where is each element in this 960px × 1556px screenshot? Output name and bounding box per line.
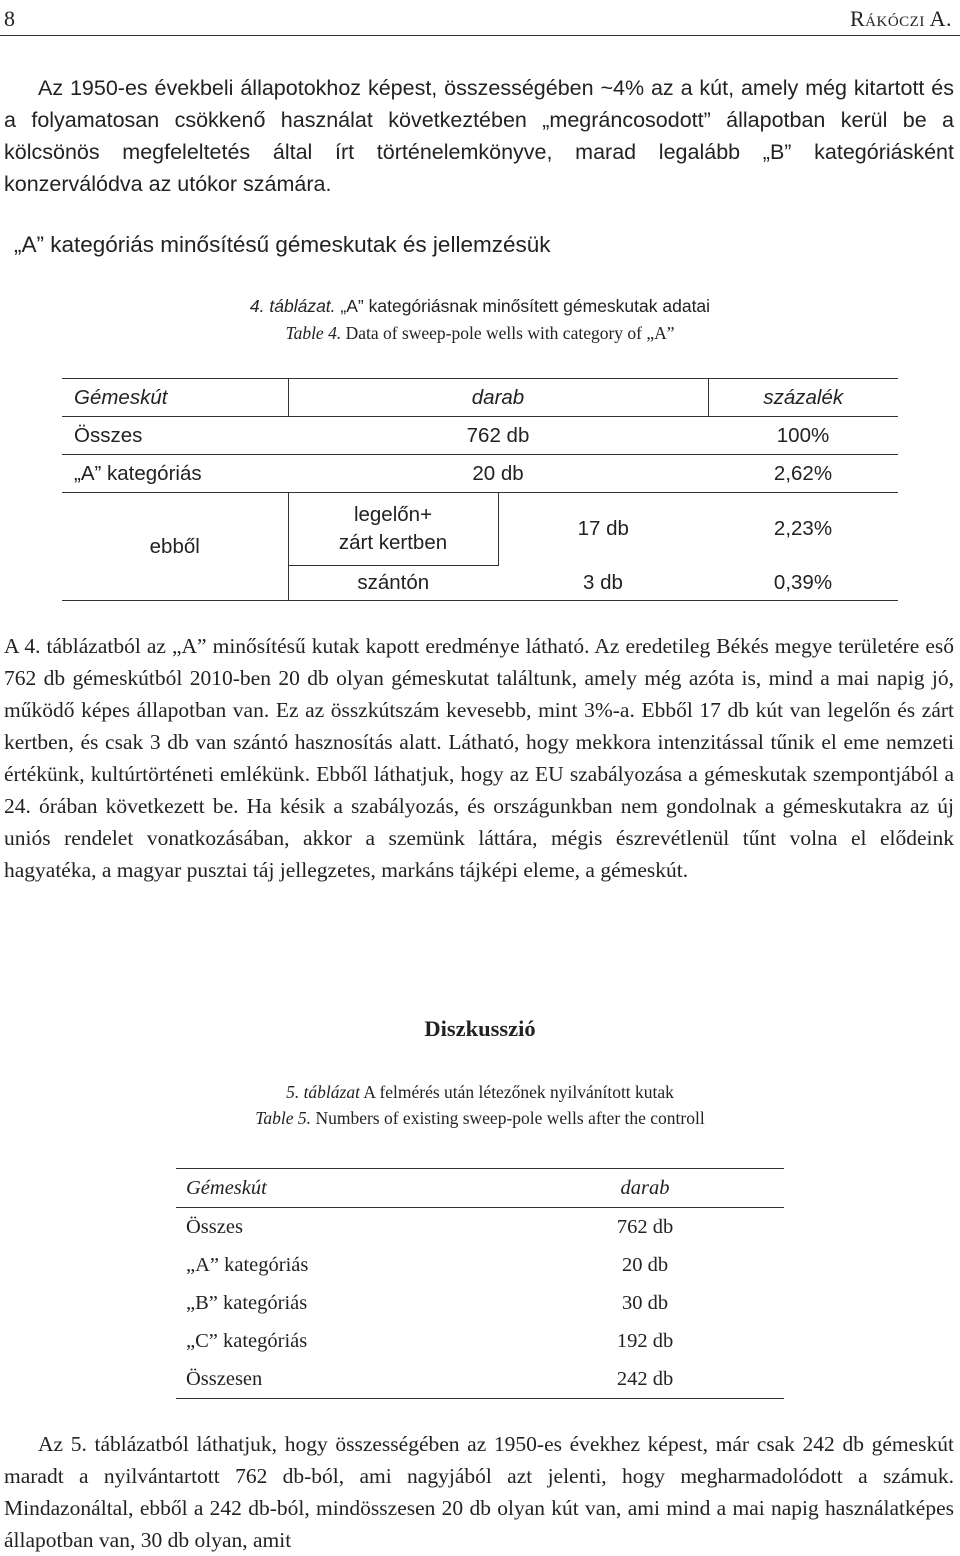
table5-caption-hu-text: A felmérés után létezőnek nyilvánított kutak (363, 1082, 674, 1102)
table4-sub1-pct: 2,23% (773, 517, 833, 541)
table4-caption-hu-label: 4. táblázat. (249, 296, 336, 316)
table-4 (62, 378, 898, 601)
table4-header-darab: darab (288, 379, 708, 417)
table5-header-row (176, 1169, 784, 1208)
table4-caption-en (0, 321, 960, 345)
table5-caption-hu (0, 1080, 960, 1104)
table4-sub1-label-line1: legelőn+ (353, 503, 433, 526)
table5-cell-count: 762 db (616, 1215, 674, 1238)
paragraph-results: A 4. táblázatból az „A” minősítésű kutak kapott eredménye látható. Az eredetileg Békés megye területére eső 762 db gémeskútból 2010-ben 20 db olyan gémeskutat találtunk, amely még azóta is, mind a mai napig jó, működő képes állapotban van. Ez az összkútszám kevesebb, mint 3%-a. Ebből 17 db kút van legelőn és zárt kertben, és csak 3 db van szántó hasznosítás alatt. Látható, hogy mekkora intenzitással tűnik el eme nemzeti értékünk, kultúrtörténeti emlékünk. Ebből láthatjuk, hogy az EU szabályozása a gémeskutak szempontjából a 24. órában következett be. Ha késik a szabályozás, és országunkban nem gondolnak a gémeskutakra az új uniós rendelet vonatkozásában, akkor a szemünk láttára, mégis észrevétlenül tűnt volna el elődeink hagyatéka, a magyar pusztai táj jellegzetes, markáns tájképi eleme, a gémeskút. (4, 634, 954, 882)
table4-sub1-count: 17 db (498, 493, 708, 566)
running-head: Rákóczi A. (849, 6, 952, 31)
table4-cell-count: 762 db (288, 417, 708, 455)
table4-caption-en-label: Table 4. (285, 323, 342, 343)
table4-sub2-pct: 0,39% (708, 566, 898, 601)
table4-cell-pct: 100% (708, 417, 898, 455)
table5-cell-label: Összes (186, 1215, 243, 1238)
table4-sub2-label: szántón (288, 566, 498, 601)
table4-caption-hu (0, 294, 960, 318)
table4-cell-pct: 2,62% (708, 455, 898, 493)
header-rule (0, 35, 960, 36)
table4-caption-en-text: Data of sweep-pole wells with category of „A” (345, 323, 675, 343)
table4-row-a (62, 455, 898, 493)
table5-caption-en-text: Numbers of existing sweep-pole wells after the controll (315, 1108, 705, 1128)
table5-cell-label: „C” kategóriás (186, 1329, 308, 1352)
section-heading: „A” kategóriás minősítésű gémeskutak és jellemzésük (14, 232, 551, 257)
page-number: 8 (4, 6, 15, 31)
table5-caption-en-label: Table 5. (255, 1108, 312, 1128)
table4-header-row (62, 379, 898, 417)
table-row (176, 1322, 784, 1360)
paragraph-table5-discussion: Az 5. táblázatból láthatjuk, hogy összességében az 1950-es évekhez képest, már csak 242 db gémeskút maradt a nyilvántartott 762 db-ból, ami nagyjából azt jelenti, hogy megharmadolódott a számuk. Mindazonáltal, ebből a 242 db-ból, mindösszesen 20 db olyan kút van, ami mind a mai napig használatképes állapotban van, 30 db olyan, amit (4, 1432, 954, 1552)
table5-caption-hu-label: 5. táblázat (286, 1082, 360, 1102)
table4-sub2-count: 3 db (498, 566, 708, 601)
table4-cell-label: Összes (62, 417, 288, 455)
table4-row-osszes (62, 417, 898, 455)
paragraph-intro: Az 1950-es évekbeli állapotokhoz képest, összességében ~4% az a kút, amely még kitartott és a folyamatosan csökkenő használat következtében „megráncosodott” állapotban kerül be a kölcsönös megfeleltetés által írt történelemkönyve, marad legalább „B” kategóriásként konzerválódva az utókor számára. (4, 76, 954, 196)
table5-header-darab: darab (506, 1169, 784, 1208)
table-row (176, 1360, 784, 1399)
discussion-heading: Diszkusszió (424, 1016, 536, 1041)
table-row (176, 1246, 784, 1284)
table4-caption-hu-text: „A” kategóriásnak minősített gémeskutak adatai (340, 296, 711, 316)
table5-cell-count: 242 db (506, 1360, 784, 1399)
table5-cell-label: „B” kategóriás (186, 1291, 308, 1314)
table5-cell-count: 30 db (621, 1291, 669, 1314)
table5-cell-count: 20 db (621, 1253, 669, 1276)
table5-cell-label: „A” kategóriás (186, 1253, 309, 1276)
table5-header-gemeskut: Gémeskút (176, 1169, 506, 1208)
table4-row-legelon (62, 493, 898, 566)
table-row (176, 1208, 784, 1247)
table5-cell-label: Összesen (176, 1360, 506, 1399)
table-5 (176, 1168, 784, 1399)
table-row (176, 1284, 784, 1322)
table4-header-szazalek: százalék (708, 379, 898, 417)
table4-header-gemeskut: Gémeskút (62, 379, 288, 417)
table5-caption-en (0, 1106, 960, 1130)
table4-sub1-label (288, 493, 498, 566)
table4-cell-count: 20 db (288, 455, 708, 493)
table4-group-label: ebből (62, 493, 288, 601)
table4-cell-label: „A” kategóriás (62, 455, 288, 493)
table5-cell-count: 192 db (616, 1329, 674, 1352)
page-header (0, 0, 960, 36)
table4-sub1-label-line2: zárt kertben (338, 531, 448, 554)
